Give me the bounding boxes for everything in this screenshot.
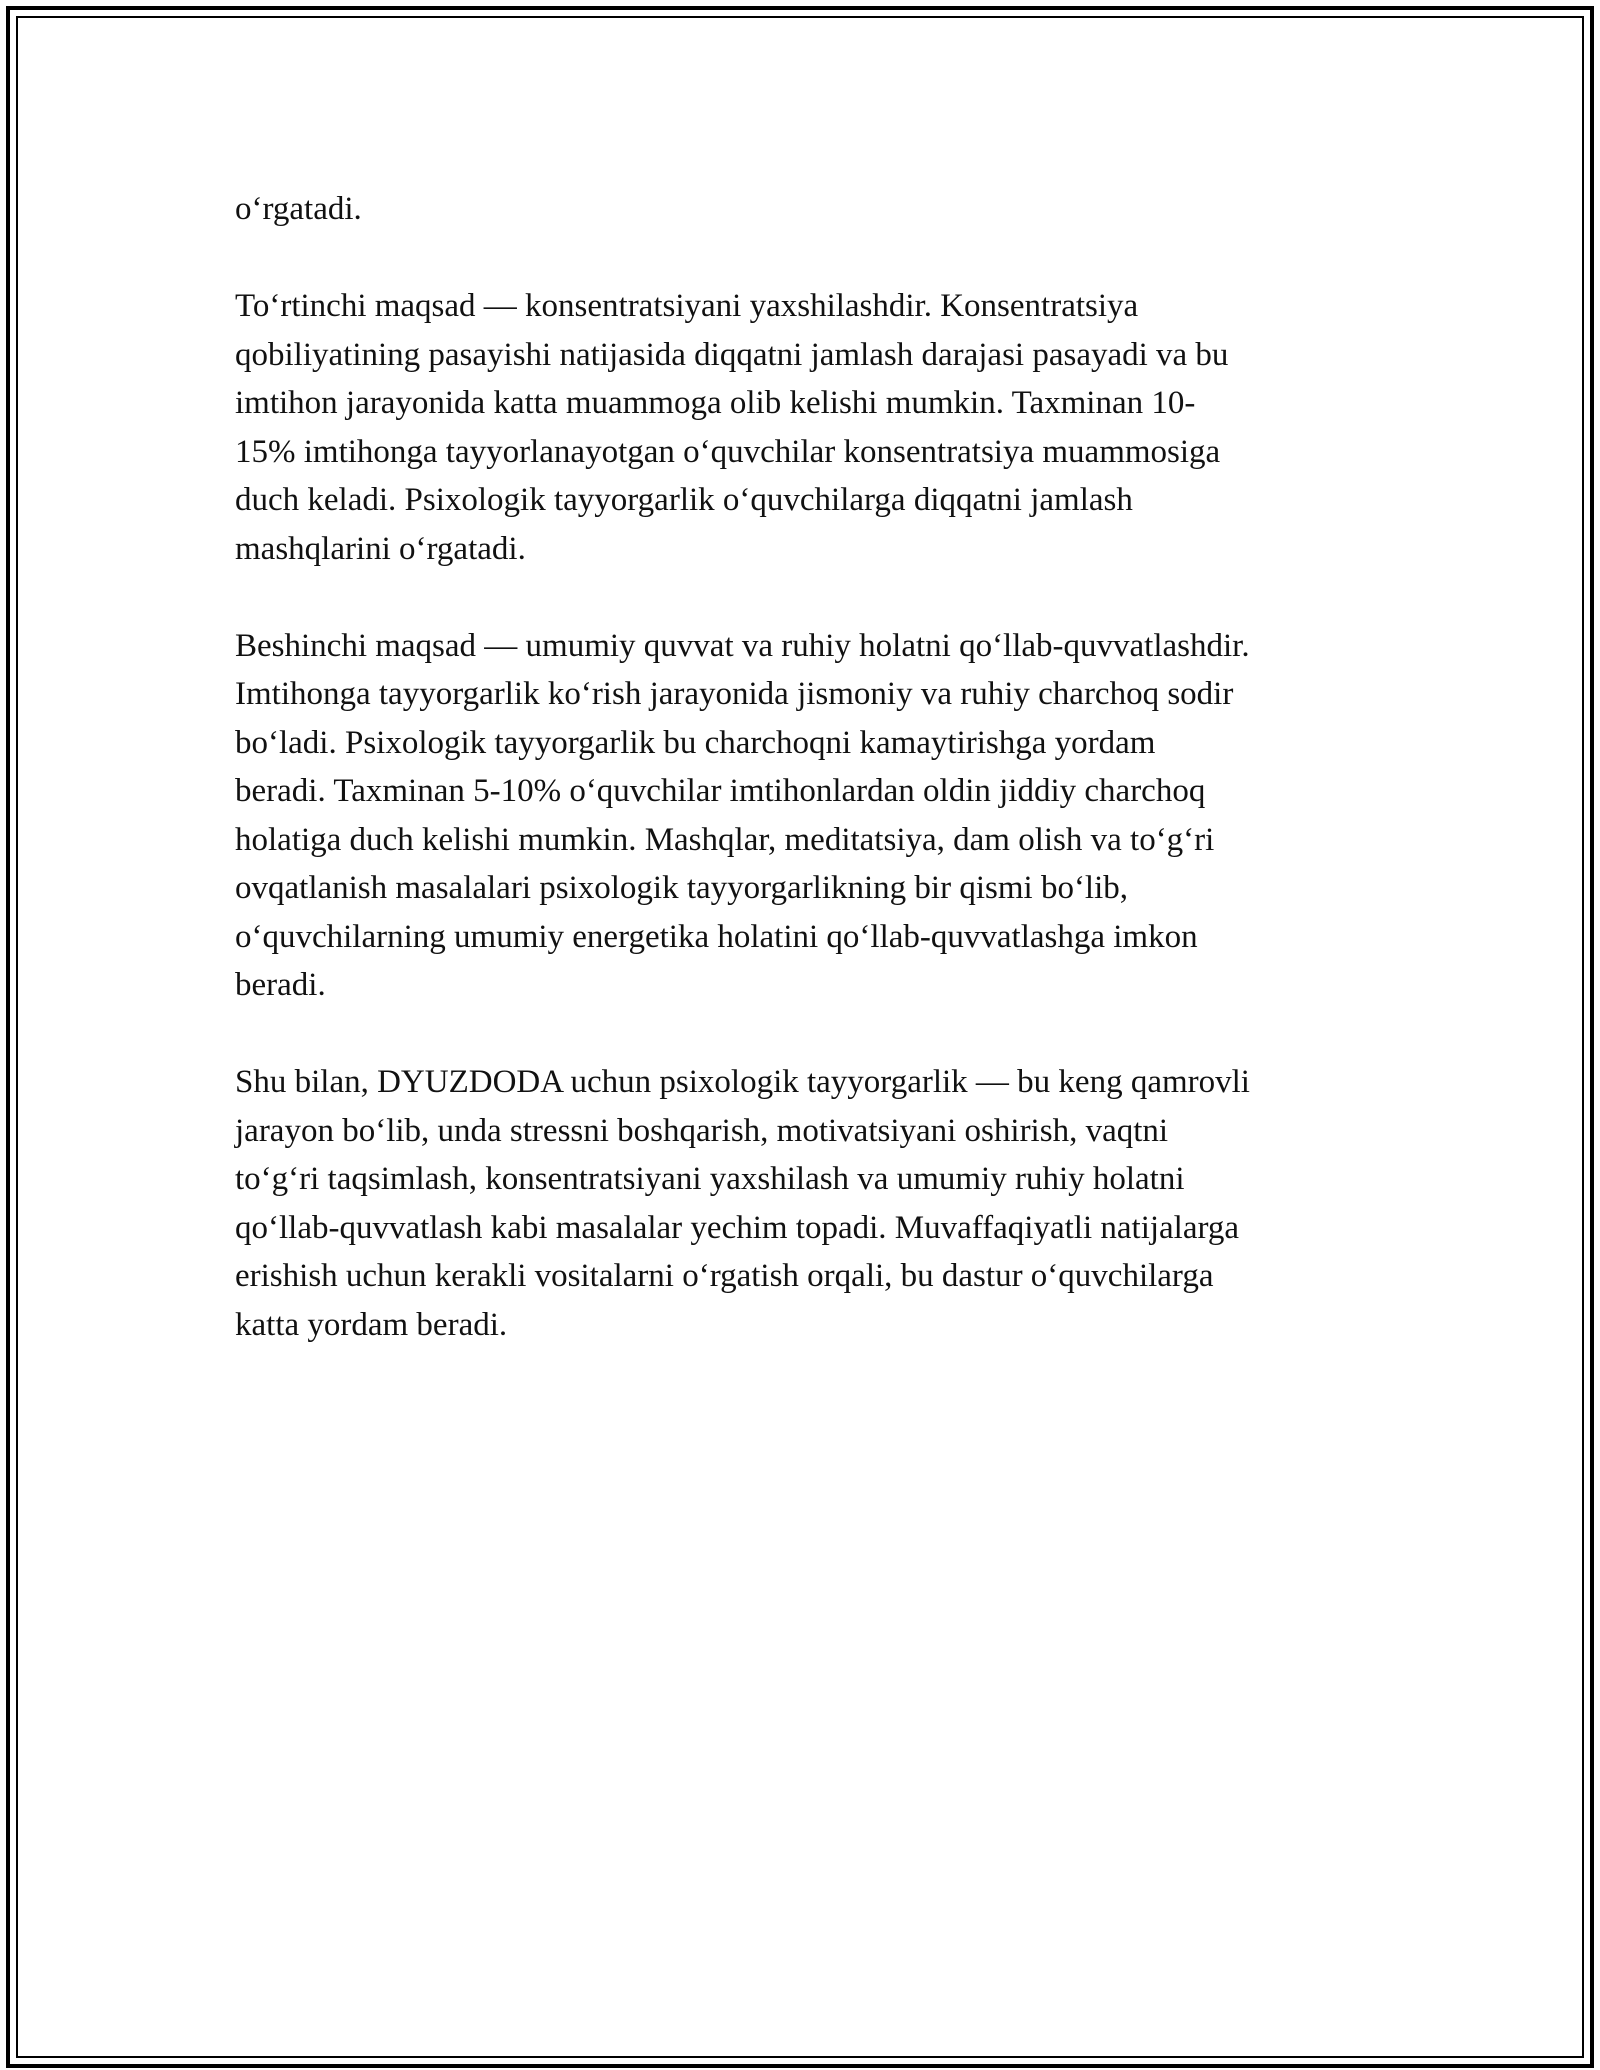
text-line: erishish uchun kerakli vositalarni o‘rgatish orqali, bu dastur o‘quvchilarga [235, 1258, 1214, 1294]
document-body [235, 185, 1385, 1398]
text-line: ovqatlanish masalalari psixologik tayyorgarlikning bir qismi bo‘lib, [235, 870, 1129, 906]
text-line: Beshinchi maqsad — umumiy quvvat va ruhiy holatni qo‘llab-quvvatlashdir. [235, 627, 1250, 664]
text-line: katta yordam beradi. [235, 1306, 508, 1343]
paragraph-continuation [235, 185, 1385, 234]
text-line: imtihon jarayonida katta muammoga olib kelishi mumkin. Taxminan 10- [235, 385, 1196, 421]
paragraph-fourth-goal [235, 282, 1385, 573]
text-line: To‘rtinchi maqsad — konsentratsiyani yaxshilashdir. Konsentratsiya [235, 288, 1139, 324]
text-line: Shu bilan, DYUZDODA uchun psixologik tayyorgarlik — bu keng qamrovli [235, 1064, 1250, 1100]
text-line: qo‘llab-quvvatlash kabi masalalar yechim topadi. Muvaffaqiyatli natijalarga [235, 1209, 1240, 1246]
text-line: Imtihonga tayyorgarlik ko‘rish jarayonida jismoniy va ruhiy charchoq sodir [235, 676, 1234, 712]
text-line: 15% imtihonga tayyorlanayotgan o‘quvchilar konsentratsiya muammosiga [235, 433, 1221, 470]
text-line: o‘rgatadi. [235, 191, 362, 227]
text-line: mashqlarini o‘rgatadi. [235, 530, 526, 567]
paragraph-fifth-goal [235, 622, 1385, 1010]
text-line: jarayon bo‘lib, unda stressni boshqarish, motivatsiyani oshirish, vaqtni [235, 1112, 1169, 1149]
text-line: duch keladi. Psixologik tayyorgarlik o‘quvchilarga diqqatni jamlash [235, 482, 1133, 518]
text-line: beradi. [235, 967, 326, 1003]
text-line: o‘quvchilarning umumiy energetika holatini qo‘llab-quvvatlashga imkon [235, 918, 1198, 955]
text-line: bo‘ladi. Psixologik tayyorgarlik bu charchoqni kamaytirishga yordam [235, 724, 1156, 761]
paragraph-conclusion [235, 1058, 1385, 1349]
text-line: holatiga duch kelishi mumkin. Mashqlar, meditatsiya, dam olish va to‘g‘ri [235, 821, 1215, 858]
text-line: beradi. Taxminan 5-10% o‘quvchilar imtihonlardan oldin jiddiy charchoq [235, 773, 1206, 809]
text-line: to‘g‘ri taqsimlash, konsentratsiyani yaxshilash va umumiy ruhiy holatni [235, 1161, 1185, 1197]
text-line: qobiliyatining pasayishi natijasida diqqatni jamlash darajasi pasayadi va bu [235, 336, 1229, 373]
